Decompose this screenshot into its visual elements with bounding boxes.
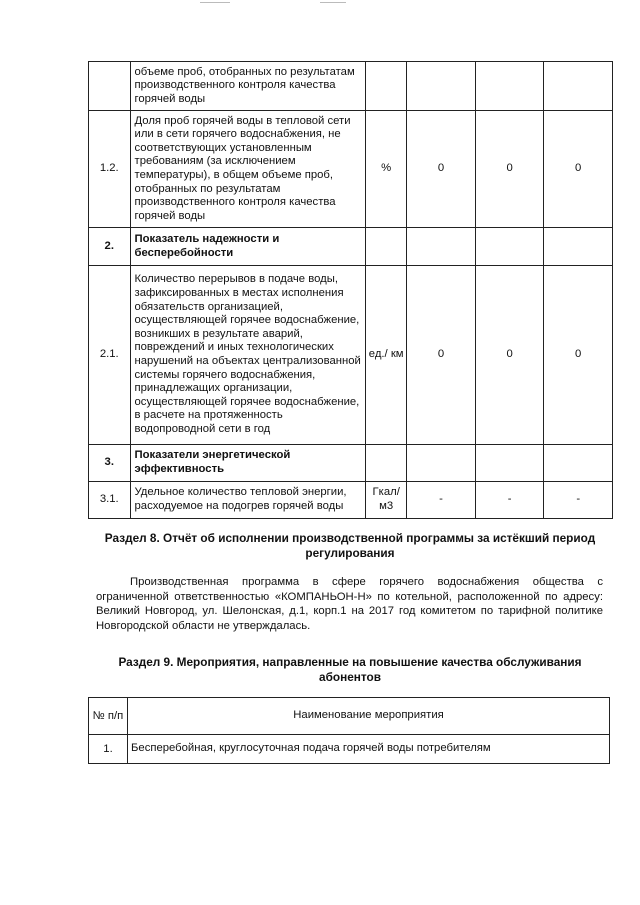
header-number: № п/п: [89, 698, 128, 735]
row-unit: %: [366, 111, 407, 228]
row-indicator-name: объеме проб, отобранных по результатам производственного контроля качества горячей воды: [130, 62, 366, 111]
row-value-1: [407, 62, 476, 111]
row-unit: Гкал/ м3: [366, 482, 407, 519]
row-value-3: 0: [544, 111, 613, 228]
row-measure-name: Бесперебойная, круглосуточная подача горячей воды потребителям: [128, 735, 610, 764]
row-number: 3.1.: [89, 482, 131, 519]
row-number: 3.: [89, 445, 131, 482]
row-unit: ед./ км: [366, 266, 407, 445]
row-value-2: [475, 445, 544, 482]
row-value-2: -: [475, 482, 544, 519]
row-indicator-name: Доля проб горячей воды в тепловой сети или в сети горячего водоснабжения, не соответствующих установленным требованиям (за исключением температуры), в общем объеме проб, отобранных по результатам производственного контроля качества горячей воды: [130, 111, 366, 228]
scan-artifact: [200, 2, 230, 3]
table-row: [89, 482, 613, 519]
row-number: 2.: [89, 228, 131, 266]
measures-table: [88, 697, 610, 764]
section-8-title: Раздел 8. Отчёт об исполнении производственной программы за истёкший период регулирования: [104, 531, 596, 560]
row-value-3: [544, 445, 613, 482]
section-8-paragraph: Производственная программа в сфере горячего водоснабжения общества с ограниченной ответственностью «КОМПАНЬОН-Н» по котельной, расположенной по адресу: Великий Новгород, ул. Шелонская, д.1, корп.1 на 2017 год комитетом по тарифной политике Новгородской области не утверждалась.: [96, 576, 603, 632]
row-value-3: [544, 228, 613, 266]
section-9-title: Раздел 9. Мероприятия, направленные на повышение качества обслуживания абонентов: [118, 655, 582, 684]
table-row: [89, 445, 613, 482]
row-number: [89, 62, 131, 111]
row-indicator-name: Показатель надежности и бесперебойности: [130, 228, 366, 266]
header-measure-name: Наименование мероприятия: [128, 698, 610, 735]
row-value-1: 0: [407, 111, 476, 228]
row-unit: [366, 228, 407, 266]
row-value-1: 0: [407, 266, 476, 445]
table-row: [89, 735, 610, 764]
table-header-row: [89, 698, 610, 735]
indicators-table: [88, 61, 613, 519]
row-number: 2.1.: [89, 266, 131, 445]
row-value-3: 0: [544, 266, 613, 445]
row-value-1: -: [407, 482, 476, 519]
table-row: [89, 266, 613, 445]
table-row: [89, 111, 613, 228]
table-row: [89, 228, 613, 266]
row-value-2: 0: [475, 266, 544, 445]
row-unit: [366, 62, 407, 111]
scan-artifact: [320, 2, 346, 3]
row-number: 1.2.: [89, 111, 131, 228]
row-value-1: [407, 228, 476, 266]
row-value-3: [544, 62, 613, 111]
row-value-2: [475, 228, 544, 266]
row-indicator-name: Удельное количество тепловой энергии, расходуемое на подогрев горячей воды: [130, 482, 366, 519]
row-indicator-name: Количество перерывов в подаче воды, зафиксированных в местах исполнения обязательств организацией, осуществляющей горячее водоснабжение, возникших в результате аварий, повреждений и иных технологических нарушений на объектах централизованной системы горячего водоснабжения, принадлежащих организации, осуществляющей горячее водоснабжение, в расчете на протяженность водопроводной сети в год: [130, 266, 366, 445]
row-value-2: 0: [475, 111, 544, 228]
row-value-1: [407, 445, 476, 482]
row-value-3: -: [544, 482, 613, 519]
row-unit: [366, 445, 407, 482]
row-number: 1.: [89, 735, 128, 764]
row-value-2: [475, 62, 544, 111]
table-row: [89, 62, 613, 111]
row-indicator-name: Показатели энергетической эффективность: [130, 445, 366, 482]
